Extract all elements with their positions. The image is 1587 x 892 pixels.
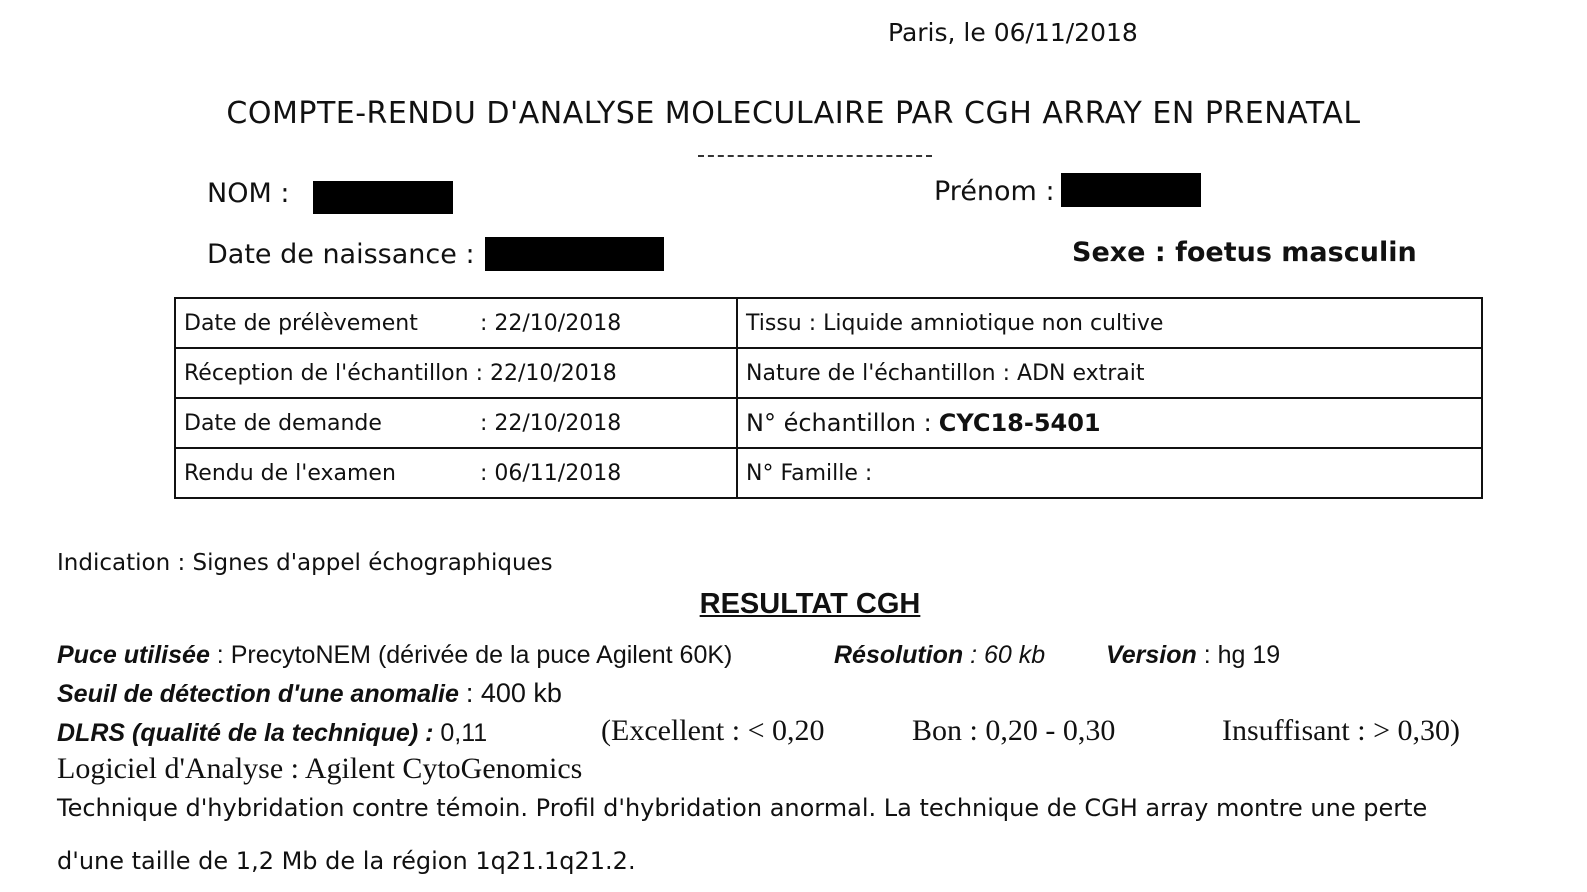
seuil-label: Seuil de détection d'une anomalie (57, 680, 459, 708)
indication: Indication : Signes d'appel échographiques (57, 550, 553, 576)
table-cell (175, 448, 737, 498)
sample-id-value: CYC18-5401 (938, 409, 1101, 437)
cell-value: : 06/11/2018 (480, 460, 622, 486)
cell-label: Date de demande (184, 410, 382, 436)
table-row (175, 348, 1482, 398)
redacted-naissance (485, 237, 664, 271)
dlrs-line (57, 719, 487, 748)
conclusion-line-2: d'une taille de 1,2 Mb de la région 1q21.1q21.2. (57, 847, 636, 875)
cell-value: : 22/10/2018 (480, 310, 622, 336)
conclusion-line-1: Technique d'hybridation contre témoin. Profil d'hybridation anormal. La technique de CGH array montre une perte (57, 794, 1428, 822)
resolution-value: : 60 kb (963, 641, 1046, 669)
cell-label: N° Famille : (746, 460, 873, 486)
table-cell (737, 348, 1482, 398)
table-row (175, 398, 1482, 448)
result-title: RESULTAT CGH (699, 588, 921, 620)
puce-label: Puce utilisée (57, 641, 210, 669)
place-date: Paris, le 06/11/2018 (888, 18, 1138, 47)
dlrs-insuffisant: Insuffisant : > 0,30) (1222, 714, 1461, 747)
cell-value: : 22/10/2018 (480, 410, 622, 436)
dlrs-bon: Bon : 0,20 - 0,30 (912, 714, 1116, 747)
cell-label: Réception de l'échantillon (184, 360, 469, 386)
cell-label: Date de prélèvement (184, 310, 418, 336)
sexe-field (1072, 237, 1417, 268)
sexe-value: foetus masculin (1175, 237, 1417, 268)
sample-info-table (174, 297, 1483, 499)
redacted-prenom (1061, 173, 1201, 207)
dlrs-excellent: (Excellent : < 0,20 (601, 714, 825, 747)
cell-label: Nature de l'échantillon : ADN extrait (746, 360, 1145, 386)
table-cell (737, 448, 1482, 498)
cell-label: Rendu de l'examen (184, 460, 396, 486)
resolution-line (834, 641, 1045, 670)
logiciel-line: Logiciel d'Analyse : Agilent CytoGenomics (57, 752, 583, 785)
version-value: : hg 19 (1196, 641, 1281, 669)
puce-value: : PrecytoNEM (dérivée de la puce Agilent 60K) (209, 641, 733, 669)
redacted-nom (313, 181, 453, 214)
version-line (1106, 641, 1280, 670)
dlrs-value: 0,11 (433, 719, 488, 747)
sexe-label: Sexe : (1072, 237, 1166, 268)
prenom-label: Prénom : (934, 176, 1055, 207)
seuil-value: : 400 kb (465, 678, 562, 708)
table-cell (737, 398, 1482, 448)
cell-value: : 22/10/2018 (475, 360, 617, 386)
cell-label: Tissu : Liquide amniotique non cultive (746, 310, 1164, 336)
table-cell (175, 298, 737, 348)
table-row (175, 298, 1482, 348)
report-title: COMPTE-RENDU D'ANALYSE MOLECULAIRE PAR CGH ARRAY EN PRENATAL (226, 96, 1361, 131)
nom-label: NOM : (207, 178, 290, 209)
table-row (175, 448, 1482, 498)
title-underline-divider (698, 155, 932, 157)
dlrs-label: DLRS (qualité de la technique) : (57, 719, 434, 747)
table-cell (175, 348, 737, 398)
table-cell (737, 298, 1482, 348)
table-cell (175, 398, 737, 448)
naissance-label: Date de naissance : (207, 239, 475, 270)
resolution-label: Résolution (834, 641, 964, 669)
version-label: Version (1106, 641, 1197, 669)
seuil-line (57, 678, 562, 709)
puce-line (57, 641, 732, 670)
cell-label: N° échantillon : (746, 409, 932, 437)
